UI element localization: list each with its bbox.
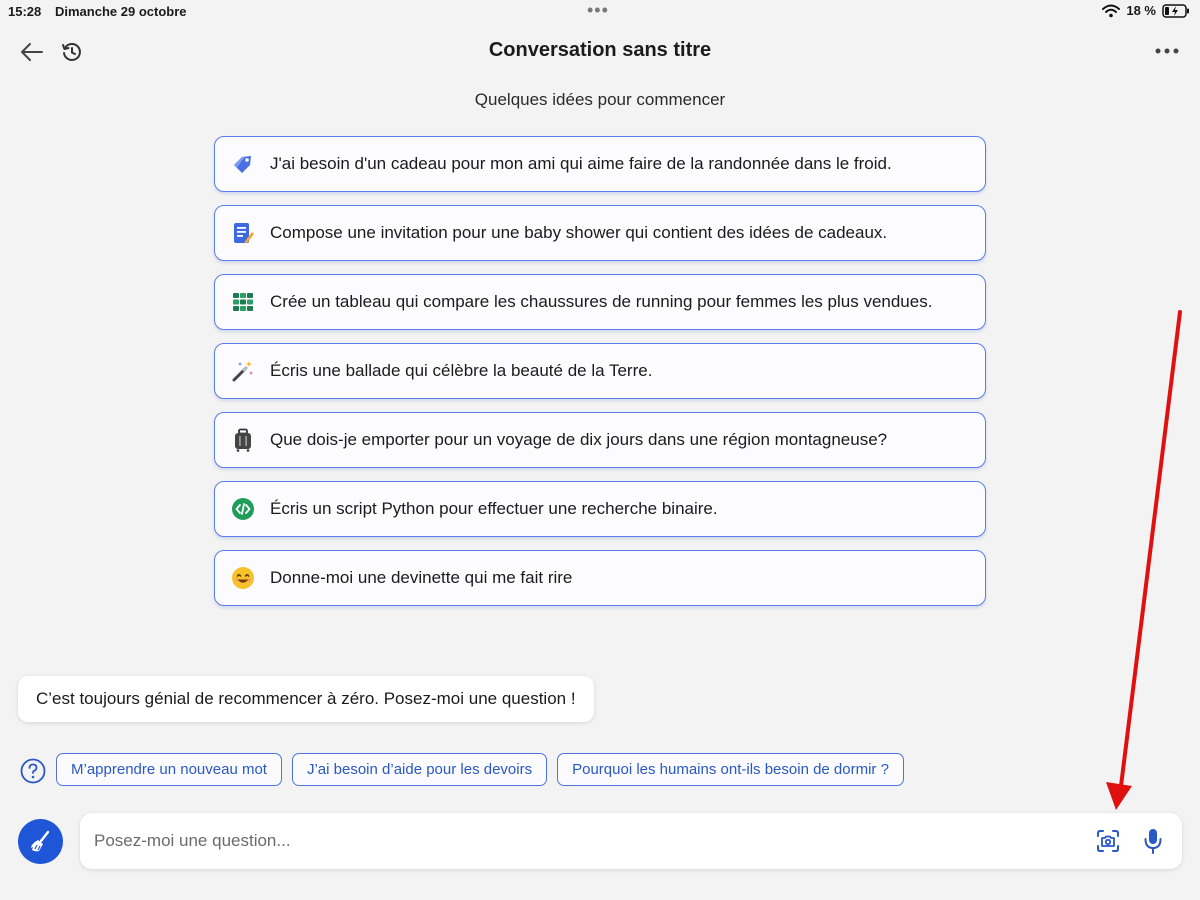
- suggestion-text: Que dois-je emporter pour un voyage de dix jours dans une région montagneuse?: [270, 430, 888, 449]
- camera-scan-icon: [1096, 829, 1120, 853]
- microphone-button[interactable]: [1142, 827, 1164, 855]
- suggestion-text: J'ai besoin d'un cadeau pour mon ami qui aime faire de la randonnée dans le froid.: [270, 154, 892, 173]
- luggage-icon: [231, 428, 255, 452]
- gift-tag-icon: [231, 152, 255, 176]
- suggestion-text: Donne-moi une devinette qui me fait rire: [270, 568, 573, 587]
- suggestion-card[interactable]: [214, 136, 986, 192]
- quick-reply-chips: [56, 753, 904, 786]
- chat-input[interactable]: [94, 813, 1074, 869]
- code-icon: [231, 497, 255, 521]
- bot-message-text: C’est toujours génial de recommencer à zéro. Posez-moi une question !: [36, 689, 576, 708]
- suggestion-card[interactable]: [214, 412, 986, 468]
- suggestion-text: Écris une ballade qui célèbre la beauté de la Terre.: [270, 361, 653, 380]
- visual-search-button[interactable]: [1096, 829, 1120, 853]
- status-date: Dimanche 29 octobre: [55, 4, 187, 19]
- quick-reply-chip[interactable]: M’apprendre un nouveau mot: [56, 753, 282, 786]
- help-button[interactable]: [20, 758, 46, 784]
- microphone-icon: [1142, 827, 1164, 855]
- multitasking-dots-icon[interactable]: •••: [587, 0, 609, 20]
- magic-wand-icon: [231, 359, 255, 383]
- status-bar: [0, 0, 1200, 24]
- question-circle-icon: [20, 758, 46, 784]
- suggestion-card[interactable]: [214, 205, 986, 261]
- suggestion-list: [214, 136, 986, 619]
- broom-icon: [28, 829, 54, 855]
- table-grid-icon: [231, 290, 255, 314]
- more-horizontal-icon: [1154, 44, 1180, 58]
- battery-charging-icon: [1162, 4, 1190, 18]
- suggestion-card[interactable]: [214, 481, 986, 537]
- wifi-icon: [1102, 4, 1120, 18]
- new-topic-button[interactable]: [18, 819, 63, 864]
- suggestion-card[interactable]: [214, 274, 986, 330]
- page-title: Conversation sans titre: [488, 39, 712, 61]
- more-options-button[interactable]: [1154, 44, 1180, 58]
- suggestion-text: Crée un tableau qui compare les chaussures de running pour femmes les plus vendues.: [270, 292, 933, 311]
- chat-input-container: [80, 813, 1182, 869]
- status-time: 15:28: [8, 4, 42, 19]
- suggestions-title: Quelques idées pour commencer: [474, 90, 726, 109]
- suggestion-text: Écris un script Python pour effectuer une recherche binaire.: [270, 499, 718, 518]
- smiley-icon: [231, 566, 255, 590]
- suggestion-card[interactable]: [214, 550, 986, 606]
- bot-message-bubble: [18, 676, 594, 722]
- suggestion-card[interactable]: [214, 343, 986, 399]
- status-right: [1102, 3, 1190, 18]
- document-pencil-icon: [231, 221, 255, 245]
- quick-reply-chip[interactable]: Pourquoi les humains ont-ils besoin de dormir ?: [557, 753, 904, 786]
- suggestion-text: Compose une invitation pour une baby shower qui contient des idées de cadeaux.: [270, 223, 888, 242]
- battery-percent: 18 %: [1126, 3, 1156, 18]
- quick-reply-chip[interactable]: J’ai besoin d’aide pour les devoirs: [292, 753, 547, 786]
